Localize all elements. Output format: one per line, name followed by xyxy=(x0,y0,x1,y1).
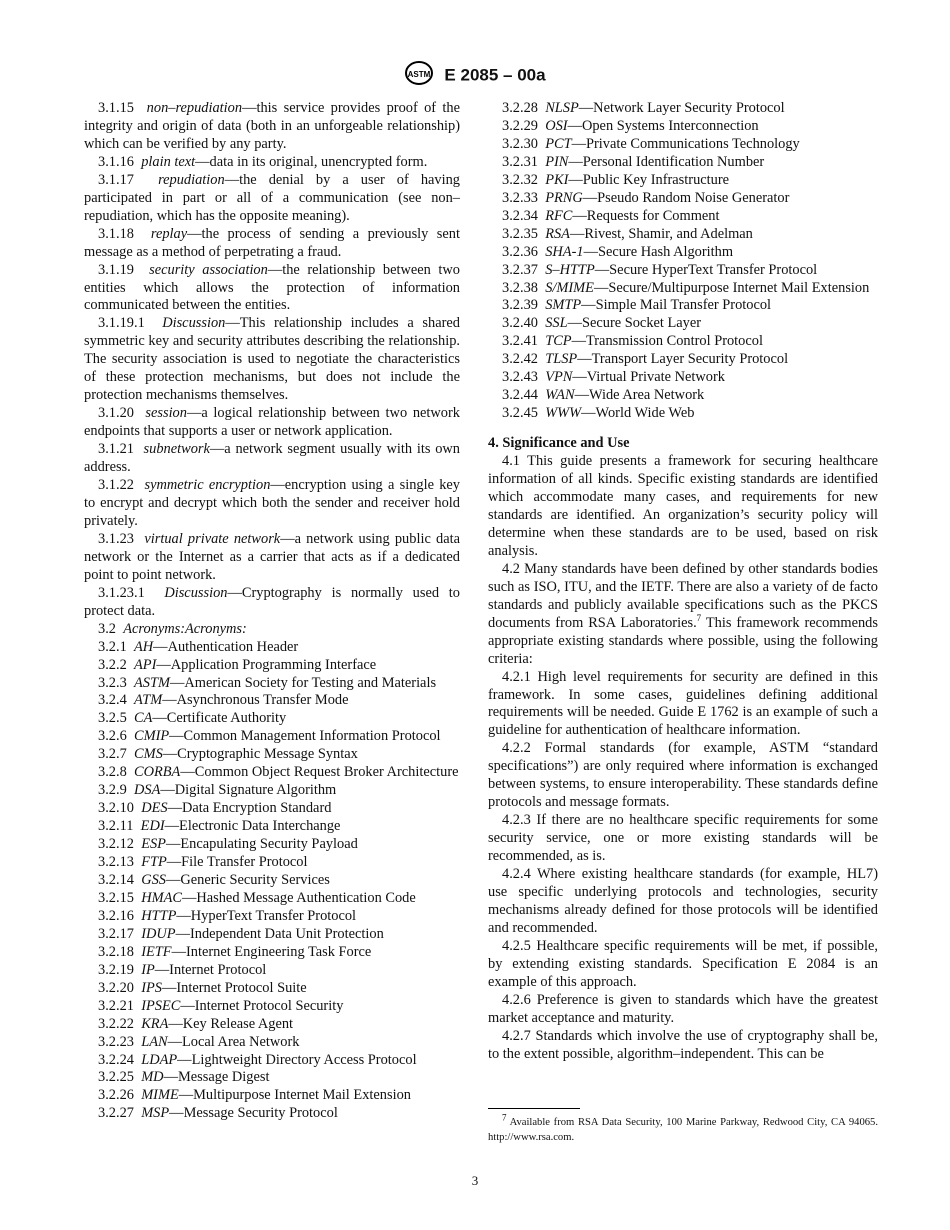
paragraph-text: This framework recommends appropriate existing standards where possible, using the following criteria: xyxy=(488,614,878,667)
entry-text: —Pseudo Random Noise Generator xyxy=(582,189,790,206)
entry-text: —Cryptographic Message Syntax xyxy=(162,746,358,763)
entry-number: 3.1.20 xyxy=(98,405,134,422)
entry-term: Discussion xyxy=(162,315,226,332)
acronym-item xyxy=(488,262,878,280)
entry-term: CORBA xyxy=(133,764,181,781)
acronym-item xyxy=(488,387,878,405)
entry-term: RFC xyxy=(545,207,573,224)
acronym-item xyxy=(84,998,460,1016)
entry-number: 3.2.33 xyxy=(502,189,538,206)
entry-text: —Electronic Data Interchange xyxy=(164,818,341,835)
entry-text: —Independent Data Unit Protection xyxy=(175,925,384,942)
entry-term: LDAP xyxy=(141,1051,178,1068)
entry-text: —Hashed Message Authentication Code xyxy=(181,889,416,906)
entry-term: LAN xyxy=(141,1033,168,1050)
body-paragraph xyxy=(488,453,878,561)
entry-number: 3.2.12 xyxy=(98,836,134,853)
entry-term: PIN xyxy=(545,153,569,170)
entry-text: —Internet Protocol Suite xyxy=(161,979,307,996)
entry-term: IDUP xyxy=(141,925,176,942)
entry-text: —data in its original, unencrypted form. xyxy=(195,153,428,170)
acronym-item xyxy=(84,1069,460,1087)
acronym-item xyxy=(84,1016,460,1034)
entry-text: —Encapulating Security Payload xyxy=(165,836,358,853)
right-column xyxy=(488,100,878,1064)
entry-text: —Wide Area Network xyxy=(574,387,705,404)
acronym-item xyxy=(488,100,878,118)
acronym-item xyxy=(84,675,460,693)
entry-number: 3.2.18 xyxy=(98,943,134,960)
footnote xyxy=(488,1108,878,1145)
paragraph-text: This guide presents a framework for securing healthcare information of all kinds. Specific existing standards are identified which accommodate many cases, and requirements for new standards are identified. An organization’s security policy will determine when these standards are to be used, based on risk analysis. xyxy=(488,453,878,559)
entry-text: —Simple Mail Transfer Protocol xyxy=(581,297,772,314)
acronym-item xyxy=(488,297,878,315)
entry-number: 3.2.44 xyxy=(502,387,538,404)
entry-number: 3.2.39 xyxy=(502,297,538,314)
entry-number: 3.2.27 xyxy=(98,1105,134,1122)
entry-number: 3.2.14 xyxy=(98,871,134,888)
entry-term: virtual private network xyxy=(144,530,281,547)
entry-term: AH xyxy=(133,638,154,655)
entry-text: —Secure/Multipurpose Internet Mail Extension xyxy=(593,279,870,296)
body-paragraph xyxy=(488,866,878,938)
paragraph-number: 4.2.3 xyxy=(502,812,531,829)
entry-text: —Data Encryption Standard xyxy=(167,800,332,817)
body-paragraph xyxy=(488,992,878,1028)
document-designation: E 2085 – 00a xyxy=(444,65,546,85)
acronym-item xyxy=(84,926,460,944)
entry-text: —World Wide Web xyxy=(581,405,695,422)
paragraph-number: 4.2.2 xyxy=(502,740,531,757)
svg-text:ASTM: ASTM xyxy=(408,70,431,79)
entry-text: —a network using public data network or the Internet as a carrier that acts as if a dedicated point to point network. xyxy=(84,530,460,583)
paragraph-text: Healthcare specific requirements will be met, if possible, by extending existing standards. Specification E 2084 is an example of this approach. xyxy=(488,937,878,990)
entry-term: TCP xyxy=(545,333,572,350)
entry-term: CMS xyxy=(133,746,163,763)
entry-text: —Common Object Request Broker Architecture xyxy=(180,764,459,781)
entry-text: —File Transfer Protocol xyxy=(166,854,308,871)
entry-term: MSP xyxy=(141,1105,170,1122)
entry-term: session xyxy=(145,405,187,422)
entry-text: —Personal Identification Number xyxy=(568,153,765,170)
entry-term: OSI xyxy=(545,117,568,134)
body-paragraph xyxy=(488,938,878,992)
entry-text: —Virtual Private Network xyxy=(572,369,725,386)
entry-number: 3.2.43 xyxy=(502,369,538,386)
entry-number: 3.2.4 xyxy=(98,692,127,709)
entry-number: 3.2.19 xyxy=(98,961,134,978)
paragraph-number: 4.2.6 xyxy=(502,991,531,1008)
entry-term: PKI xyxy=(545,171,569,188)
acronym-item xyxy=(488,154,878,172)
entry-number: 3.2.17 xyxy=(98,925,134,942)
entry-term: PRNG xyxy=(545,189,583,206)
entry-term: symmetric encryption xyxy=(144,477,271,494)
entry-text: —HyperText Transfer Protocol xyxy=(176,907,357,924)
definition-paragraph xyxy=(84,226,460,262)
entry-text: —a logical relationship between two network endpoints that supports a user or network application. xyxy=(84,405,460,440)
acronym-item xyxy=(84,728,460,746)
page-header xyxy=(0,60,950,90)
entry-number: 3.2.42 xyxy=(502,351,538,368)
entry-term: S–HTTP xyxy=(545,261,595,278)
entry-number: 3.2.30 xyxy=(502,135,538,152)
acronym-item xyxy=(84,908,460,926)
entry-number: 3.2.1 xyxy=(98,638,127,655)
paragraph-number: 4.2 xyxy=(502,560,520,577)
entry-number: 3.2.34 xyxy=(502,207,538,224)
entry-text: —Open Systems Interconnection xyxy=(567,117,759,134)
entry-text: —the relationship between two entities which allows the protection of information communicated between the entities. xyxy=(84,261,460,314)
entry-text: —Multipurpose Internet Mail Extension xyxy=(178,1087,411,1104)
entry-text: —Network Layer Security Protocol xyxy=(578,100,785,116)
entry-text: —Application Programming Interface xyxy=(156,656,377,673)
acronym-item xyxy=(84,800,460,818)
entry-term: non–repudiation xyxy=(146,100,243,116)
entry-term: Discussion xyxy=(164,584,228,601)
entry-term: ASTM xyxy=(133,674,170,691)
acronym-item xyxy=(488,369,878,387)
entry-number: 3.2.26 xyxy=(98,1087,134,1104)
entry-term: RSA xyxy=(545,225,570,242)
entry-number: 3.2.16 xyxy=(98,907,134,924)
entry-number: 3.2.15 xyxy=(98,889,134,906)
definition-paragraph xyxy=(84,621,460,639)
entry-term: IPSEC xyxy=(141,997,181,1014)
paragraph-text: Standards which involve the use of cryptography shall be, to the extent possible, algorithm–independent. This can be xyxy=(488,1027,878,1062)
entry-term: Acronyms:Acronyms: xyxy=(123,620,247,637)
entry-number: 3.2.13 xyxy=(98,854,134,871)
entry-number: 3.1.19.1 xyxy=(98,315,145,332)
body-paragraph xyxy=(488,1028,878,1064)
entry-text: —Transport Layer Security Protocol xyxy=(577,351,789,368)
entry-text: —American Society for Testing and Materials xyxy=(169,674,437,691)
definition-paragraph xyxy=(84,100,460,154)
entry-number: 3.2.45 xyxy=(502,405,538,422)
entry-term: EDI xyxy=(140,818,165,835)
definition-paragraph xyxy=(84,154,460,172)
definition-paragraph xyxy=(84,315,460,405)
definition-paragraph xyxy=(84,262,460,316)
entry-term: WAN xyxy=(545,387,575,404)
entry-text: —a network segment usually with its own address. xyxy=(84,441,460,476)
entry-number: 3.1.22 xyxy=(98,477,134,494)
acronym-item xyxy=(488,190,878,208)
acronym-item xyxy=(84,980,460,998)
paragraph-text: Formal standards (for example, ASTM “standard specifications”) are only required where information is exchanged between systems, to ensure interoperability. These standards define protocols and message formats. xyxy=(488,740,878,811)
acronym-item xyxy=(84,692,460,710)
body-paragraph xyxy=(488,740,878,812)
entry-text: —the process of sending a previously sent message as a method of perpetrating a fraud. xyxy=(84,225,460,260)
entry-number: 3.2.36 xyxy=(502,243,538,260)
entry-number: 3.2.28 xyxy=(502,100,538,116)
footnote-rule xyxy=(488,1108,580,1109)
entry-number: 3.1.19 xyxy=(98,261,134,278)
entry-term: HMAC xyxy=(141,889,182,906)
entry-number: 3.2.23 xyxy=(98,1033,134,1050)
entry-number: 3.1.23 xyxy=(98,530,134,547)
definition-paragraph xyxy=(84,531,460,585)
entry-number: 3.2.20 xyxy=(98,979,134,996)
paragraph-number: 4.1 xyxy=(502,453,520,470)
acronym-item xyxy=(84,1087,460,1105)
acronym-item xyxy=(84,1034,460,1052)
entry-term: CMIP xyxy=(133,728,170,745)
entry-term: TLSP xyxy=(545,351,578,368)
acronym-item xyxy=(488,172,878,190)
entry-number: 3.2.10 xyxy=(98,800,134,817)
acronym-item xyxy=(84,782,460,800)
footnote-text: Available from RSA Data Security, 100 Marine Parkway, Redwood City, CA 94065. http://www.rsa.com. xyxy=(488,1117,878,1143)
entry-term: security association xyxy=(149,261,268,278)
entry-number: 3.2.31 xyxy=(502,153,538,170)
entry-text: —the denial by a user of having participated in part or all of a communication (see non–repudiation, which has the opposite meaning). xyxy=(84,171,460,224)
entry-term: MIME xyxy=(141,1087,179,1104)
entry-number: 3.2 xyxy=(98,620,116,637)
entry-term: WWW xyxy=(545,405,582,422)
entry-number: 3.2.32 xyxy=(502,171,538,188)
entry-term: DSA xyxy=(133,782,161,799)
entry-number: 3.2.29 xyxy=(502,117,538,134)
paragraph-number: 4.2.1 xyxy=(502,668,531,685)
entry-text: —Authentication Header xyxy=(153,638,299,655)
entry-text: —Message Security Protocol xyxy=(169,1105,338,1122)
acronym-item xyxy=(488,208,878,226)
entry-text: —Rivest, Shamir, and Adelman xyxy=(569,225,753,242)
acronym-item xyxy=(84,872,460,890)
entry-term: ATM xyxy=(133,692,163,709)
entry-number: 3.1.16 xyxy=(98,153,134,170)
entry-text: —Common Management Information Protocol xyxy=(169,728,441,745)
entry-text: —Asynchronous Transfer Mode xyxy=(162,692,349,709)
acronym-item xyxy=(84,657,460,675)
entry-text: —Private Communications Technology xyxy=(571,135,800,152)
entry-number: 3.2.40 xyxy=(502,315,538,332)
entry-text: —Secure Socket Layer xyxy=(567,315,702,332)
entry-number: 3.2.9 xyxy=(98,782,127,799)
acronym-item xyxy=(84,890,460,908)
acronym-item xyxy=(84,710,460,728)
entry-number: 3.2.7 xyxy=(98,746,127,763)
astm-logo-icon xyxy=(404,60,434,91)
entry-text: —encryption using a single key to encrypt and decrypt which both the sender and receiver hold privately. xyxy=(84,477,460,529)
entry-term: FTP xyxy=(141,854,167,871)
entry-number: 3.2.3 xyxy=(98,674,127,691)
entry-term: SMTP xyxy=(545,297,582,314)
acronym-item xyxy=(488,280,878,298)
body-paragraph xyxy=(488,812,878,866)
paragraph-text: If there are no healthcare specific requirements for some security service, one or more existing standards will be recommended, as is. xyxy=(488,812,878,865)
acronym-item xyxy=(84,639,460,657)
body-paragraph xyxy=(488,669,878,741)
paragraph-number: 4.2.5 xyxy=(502,937,531,954)
entry-term: MD xyxy=(141,1069,164,1086)
entry-term: CA xyxy=(133,710,153,727)
paragraph-number: 4.2.4 xyxy=(502,866,531,883)
entry-number: 3.1.15 xyxy=(98,100,134,116)
definition-paragraph xyxy=(84,585,460,621)
entry-text: —Certificate Authority xyxy=(152,710,287,727)
paragraph-text: High level requirements for security are defined in this framework. In some cases, guidelines defining additional requirements will be needed. Guide E 1762 is an example of such a guideline for authentication of healthcare information. xyxy=(488,668,878,739)
entry-text: —Cryptography is normally used to protect data. xyxy=(84,584,460,619)
acronym-item xyxy=(84,836,460,854)
entry-text: —Local Area Network xyxy=(167,1033,300,1050)
definition-paragraph xyxy=(84,172,460,226)
entry-term: DES xyxy=(141,800,168,817)
entry-text: —Digital Signature Algorithm xyxy=(160,782,337,799)
entry-text: —Public Key Infrastructure xyxy=(568,171,730,188)
entry-number: 3.1.23.1 xyxy=(98,584,145,601)
entry-text: —Internet Engineering Task Force xyxy=(171,943,372,960)
entry-term: SHA-1 xyxy=(545,243,584,260)
acronym-item xyxy=(84,818,460,836)
entry-number: 3.2.8 xyxy=(98,764,127,781)
entry-term: GSS xyxy=(141,871,166,888)
entry-number: 3.2.41 xyxy=(502,333,538,350)
entry-number: 3.2.25 xyxy=(98,1069,134,1086)
entry-number: 3.2.35 xyxy=(502,225,538,242)
entry-number: 3.2.22 xyxy=(98,1015,134,1032)
entry-number: 3.2.21 xyxy=(98,997,134,1014)
entry-number: 3.2.2 xyxy=(98,656,127,673)
acronym-item xyxy=(488,118,878,136)
entry-term: IP xyxy=(141,961,155,978)
acronym-item xyxy=(84,962,460,980)
entry-text: —Requests for Comment xyxy=(572,207,720,224)
entry-text: —Internet Protocol Security xyxy=(180,997,344,1014)
acronym-item xyxy=(84,1052,460,1070)
footnote-mark: 7 xyxy=(502,1112,507,1123)
entry-text: —Secure Hash Algorithm xyxy=(583,243,734,260)
entry-text: —Secure HyperText Transfer Protocol xyxy=(594,261,818,278)
acronym-item xyxy=(488,351,878,369)
footnote-ref: 7 xyxy=(696,612,702,623)
entry-text: —Message Digest xyxy=(163,1069,270,1086)
definition-paragraph xyxy=(84,441,460,477)
entry-number: 3.1.21 xyxy=(98,441,134,458)
entry-number: 3.2.11 xyxy=(98,818,134,835)
acronym-item xyxy=(488,136,878,154)
entry-term: plain text xyxy=(141,153,196,170)
page-number: 3 xyxy=(471,1173,479,1188)
entry-text: —Internet Protocol xyxy=(154,961,267,978)
acronym-item xyxy=(488,333,878,351)
entry-term: repudiation xyxy=(158,171,225,188)
definition-paragraph xyxy=(84,477,460,531)
entry-term: IPS xyxy=(141,979,162,996)
entry-number: 3.2.5 xyxy=(98,710,127,727)
entry-text: —Lightweight Directory Access Protocol xyxy=(177,1051,417,1068)
definition-paragraph xyxy=(84,405,460,441)
acronym-item xyxy=(488,226,878,244)
paragraph-text: Many standards have been defined by other standards bodies such as ISO, ITU, and the IETF. There are also a variety of de facto standards and publicly available specifications such as the PKCS documents from RSA Laboratories. xyxy=(488,560,878,631)
paragraph-text: Where existing healthcare standards (for example, HL7) use specific underlying protocols and technologies, security mechanisms already defined for those protocols will be identified and recommended. xyxy=(488,866,878,936)
paragraph-text: Preference is given to standards which have the greatest market acceptance and maturity. xyxy=(488,991,878,1026)
entry-number: 3.2.37 xyxy=(502,261,538,278)
entry-text: —Transmission Control Protocol xyxy=(571,333,763,350)
left-column xyxy=(84,100,460,1123)
entry-term: KRA xyxy=(141,1015,169,1032)
acronym-item xyxy=(84,854,460,872)
acronym-item xyxy=(84,764,460,782)
acronym-item xyxy=(488,405,878,423)
entry-number: 3.2.38 xyxy=(502,279,538,296)
acronym-item xyxy=(488,244,878,262)
entry-term: NLSP xyxy=(545,100,579,116)
entry-term: SSL xyxy=(545,315,568,332)
paragraph-number: 4.2.7 xyxy=(502,1027,531,1044)
entry-term: S/MIME xyxy=(545,279,594,296)
acronym-item xyxy=(84,746,460,764)
entry-text: —This relationship includes a shared symmetric key and security attributes describing the relationship. The security association is used to negotiate the characteristics of these protection mechanisms, but does not include the protection mechanisms themselves. xyxy=(84,315,460,404)
entry-number: 3.2.24 xyxy=(98,1051,134,1068)
acronym-item xyxy=(488,315,878,333)
body-paragraph xyxy=(488,561,878,669)
entry-term: replay xyxy=(150,225,188,242)
entry-number: 3.2.6 xyxy=(98,728,127,745)
acronym-item xyxy=(84,1105,460,1123)
acronym-item xyxy=(84,944,460,962)
entry-term: VPN xyxy=(545,369,573,386)
entry-text: —this service provides proof of the integrity and origin of data (both in an unforgeable relationship) which can be verified by any party. xyxy=(84,100,460,152)
entry-term: API xyxy=(133,656,157,673)
entry-term: IETF xyxy=(141,943,172,960)
entry-term: PCT xyxy=(545,135,572,152)
entry-text: —Generic Security Services xyxy=(165,871,330,888)
entry-term: ESP xyxy=(141,836,166,853)
entry-number: 3.1.17 xyxy=(98,171,134,188)
entry-term: subnetwork xyxy=(143,441,210,458)
entry-text: —Key Release Agent xyxy=(168,1015,294,1032)
section-heading: 4. Significance and Use xyxy=(488,435,630,452)
entry-number: 3.1.18 xyxy=(98,225,134,242)
entry-term: HTTP xyxy=(141,907,177,924)
